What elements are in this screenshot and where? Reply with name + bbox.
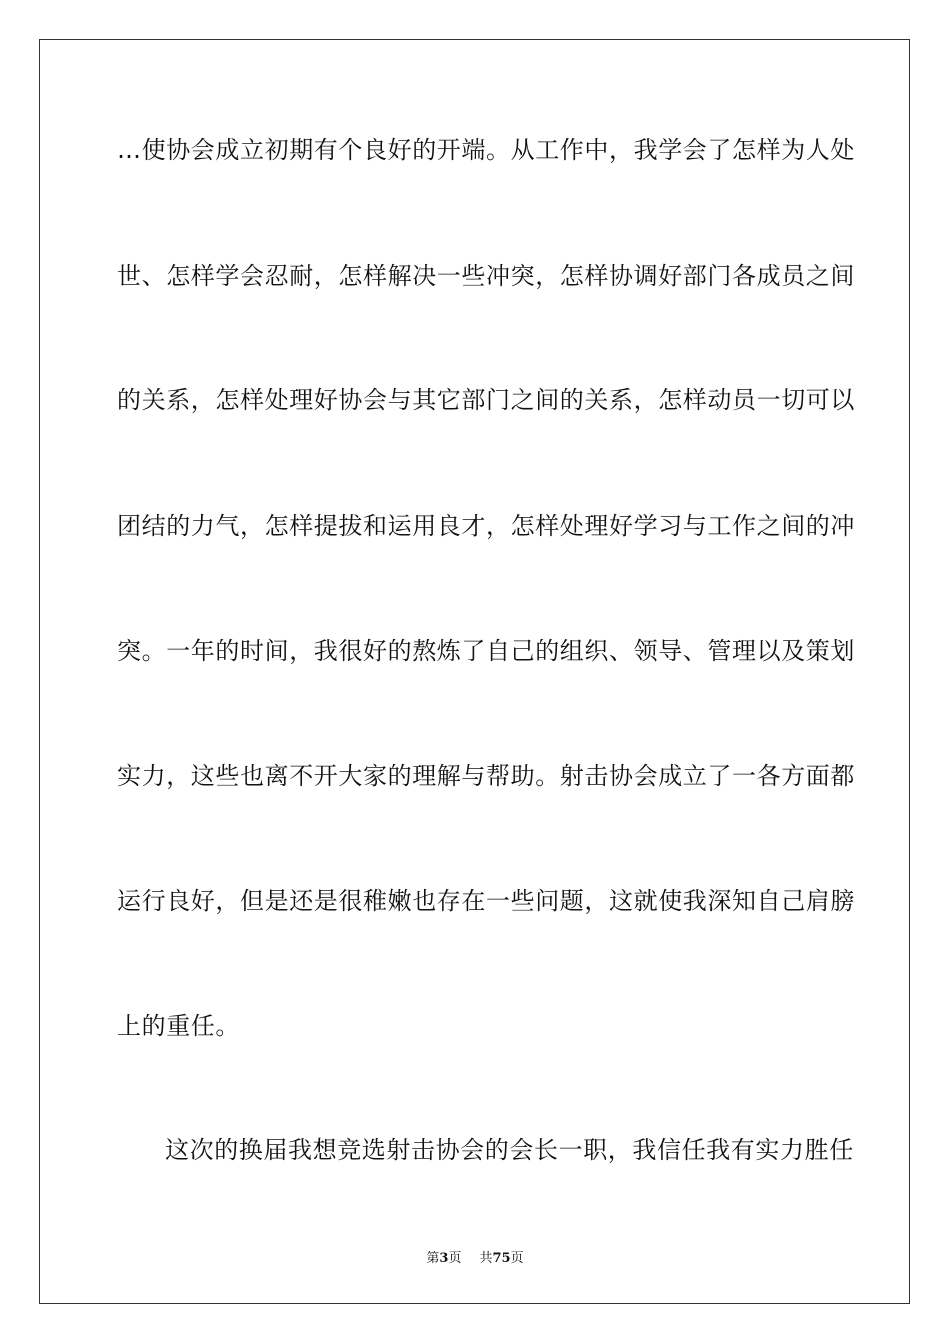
body-line-1: …使协会成立初期有个良好的开端。从工作中，我学会了怎样为人处 — [117, 136, 855, 164]
body-line-4: 团结的力气，怎样提拔和运用良才，怎样处理好学习与工作之间的冲 — [117, 512, 855, 540]
page-footer — [0, 1247, 950, 1266]
body-line-8: 上的重任。 — [117, 1012, 240, 1040]
body-line-9-indented: 这次的换届我想竞选射击协会的会长一职，我信任我有实力胜任 — [165, 1136, 854, 1164]
body-line-2: 世、怎样学会忍耐，怎样解决一些冲突，怎样协调好部门各成员之间 — [117, 262, 855, 290]
total-pages: 共75页 — [479, 1251, 524, 1266]
body-line-5: 突。一年的时间，我很好的熬炼了自己的组织、领导、管理以及策划 — [117, 637, 855, 665]
body-line-6: 实力，这些也离不开大家的理解与帮助。射击协会成立了一各方面都 — [117, 762, 855, 790]
body-line-3: 的关系，怎样处理好协会与其它部门之间的关系，怎样动员一切可以 — [117, 386, 855, 414]
page-border — [39, 39, 910, 1304]
body-line-7: 运行良好，但是还是很稚嫩也存在一些问题，这就使我深知自己肩膀 — [117, 887, 855, 915]
page-number: 第3页 — [426, 1251, 462, 1266]
